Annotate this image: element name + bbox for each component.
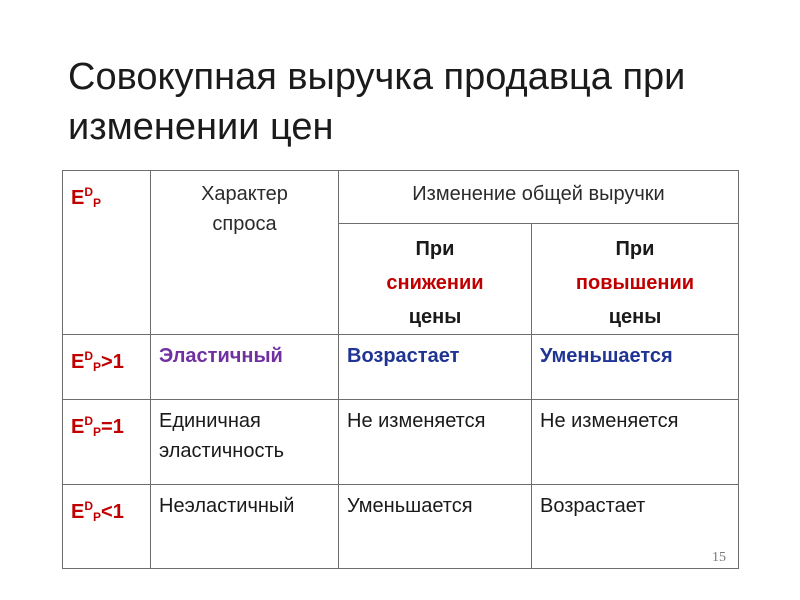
row-on-decrease: Уменьшается [339, 485, 532, 569]
header-increase-cell [532, 224, 739, 335]
header-revenue-change: Изменение общей выручки [339, 171, 739, 224]
row-character-line2: эластичность [159, 440, 285, 462]
header-decrease-line1: При [415, 238, 455, 260]
slide-title: Совокупная выручка продавца при изменении цен [68, 56, 686, 148]
header-character-line2: спроса [212, 213, 277, 235]
row-on-increase: Возрастает [532, 485, 739, 569]
header-decrease-line2: снижении [386, 272, 484, 294]
header-increase-line1: При [615, 238, 655, 260]
row-symbol: $E^D_P<1$ [63, 485, 151, 569]
row-on-increase: Уменьшается [532, 335, 739, 400]
row-symbol: $E^D_P=1$ [63, 400, 151, 485]
header-increase-line3: цены [608, 306, 662, 328]
row-on-increase: Не изменяется [532, 400, 739, 485]
table-row [63, 485, 739, 569]
header-decrease-cell [339, 224, 532, 335]
row-character [151, 400, 339, 485]
header-symbol-cell [63, 171, 151, 335]
row-character: Эластичный [151, 335, 339, 400]
header-character-cell [151, 171, 339, 335]
header-character-line1: Характер [201, 183, 288, 205]
table-row [63, 400, 739, 485]
table-row [63, 335, 739, 400]
row-symbol: $E^D_P>1$ [63, 335, 151, 400]
header-increase-line2: повышении [575, 272, 695, 294]
row-on-decrease: Возрастает [339, 335, 532, 400]
header-symbol: $E^D_P$ [71, 185, 102, 210]
row-on-decrease: Не изменяется [339, 400, 532, 485]
page-number: 15 [712, 550, 726, 565]
revenue-table [62, 170, 739, 569]
row-character-line1: Единичная [159, 410, 261, 432]
row-character: Неэластичный [151, 485, 339, 569]
header-decrease-line3: цены [408, 306, 462, 328]
